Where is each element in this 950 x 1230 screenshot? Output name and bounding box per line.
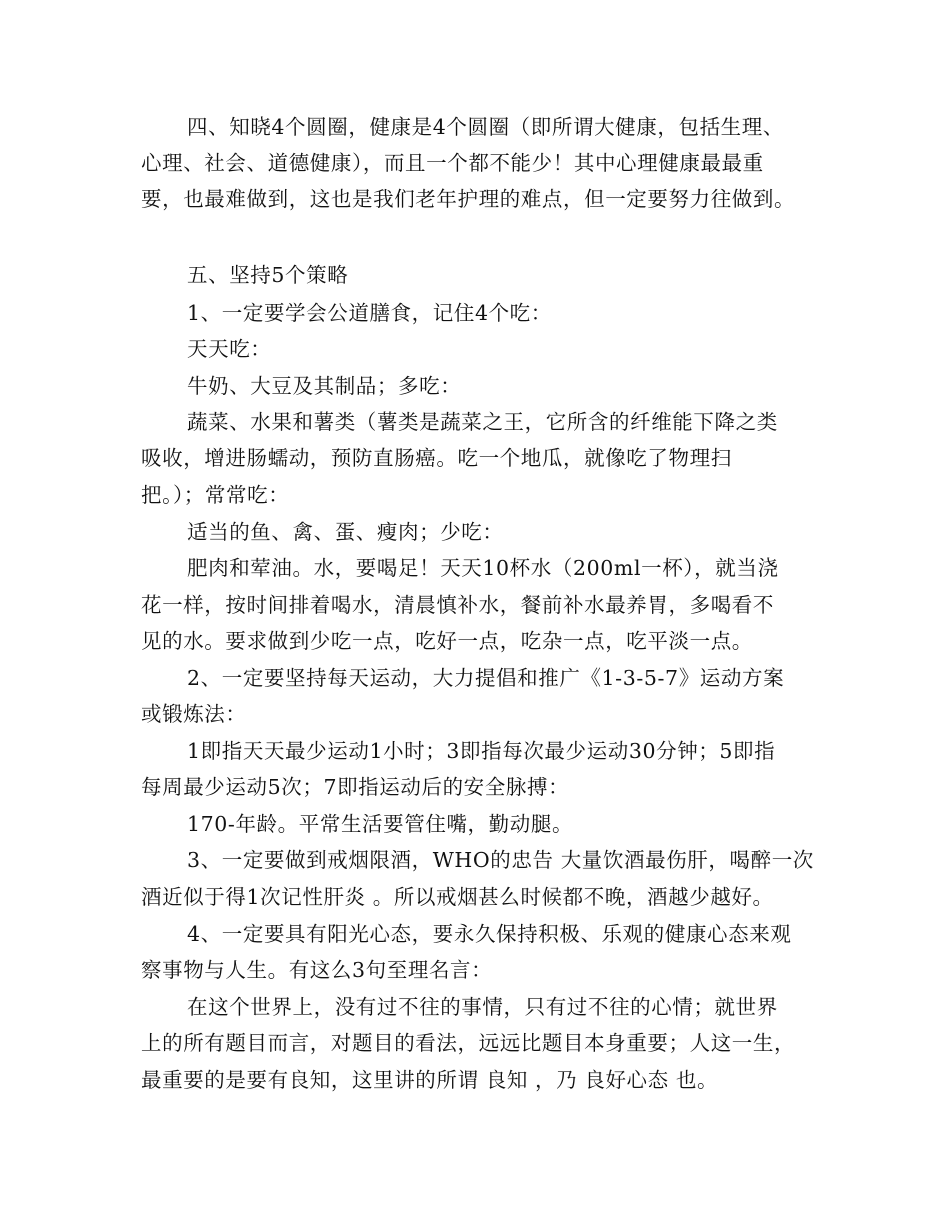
paragraph-line: 四、知晓4个圆圈，健康是4个圆圈（即所谓大健康，包括生理、 [187, 115, 784, 139]
paragraph-line: 要，也最难做到，这也是我们老年护理的难点，但一定要努力往做到。 [141, 187, 796, 211]
paragraph-line: 牛奶、大豆及其制品；多吃： [187, 374, 462, 398]
paragraph-line: 酒近似于得1次记性肝炎 。所以戒烟甚么时候都不晚，酒越少越好。 [141, 885, 774, 909]
paragraph-line: 1、一定要学会公道膳食，记住4个吃： [187, 301, 552, 325]
paragraph-line: 把。）；常常吃： [141, 483, 290, 507]
paragraph-line: 蔬菜、水果和薯类（薯类是蔬菜之王，它所含的纤维能下降之类 [187, 410, 778, 434]
paragraph-line: 1即指天天最少运动1小时；3即指每次最少运动30分钟；5即指 [187, 739, 776, 763]
paragraph-line: 肥肉和荤油。水，要喝足！天天10杯水（200ml一杯），就当浇 [187, 556, 779, 580]
paragraph-line: 最重要的是要有良知，这里讲的所谓 良知 ，乃 良好心态 也。 [141, 1068, 719, 1092]
section-heading: 五、坚持5个策略 [187, 263, 349, 287]
paragraph-line: 3、一定要做到戒烟限酒，WHO的忠告 大量饮酒最伤肝，喝醉一次 [187, 848, 814, 872]
paragraph-line: 170-年龄。平常生活要管住嘴，勤动腿。 [187, 812, 574, 836]
paragraph-line: 在这个世界上，没有过不往的事情，只有过不往的心情；就世界 [187, 995, 778, 1019]
paragraph-line: 察事物与人生。有这么3句至理名言： [141, 958, 493, 982]
paragraph-line: 见的水。要求做到少吃一点，吃好一点，吃杂一点，吃平淡一点。 [141, 629, 753, 653]
paragraph-line: 心理、社会、道德健康），而且一个都不能少！其中心理健康最最重 [141, 151, 764, 175]
paragraph-line: 天天吃： [187, 337, 272, 361]
paragraph-line: 4、一定要具有阳光心态，要永久保持积极、乐观的健康心态来观 [187, 922, 792, 946]
paragraph-line: 每周最少运动5次；7即指运动后的安全脉搏： [141, 775, 570, 799]
paragraph-line: 上的所有题目而言，对题目的看法，远远比题目本身重要；人这一生， [141, 1031, 796, 1055]
paragraph-line: 适当的鱼、禽、蛋、瘦肉；少吃： [187, 520, 504, 544]
paragraph-line: 2、一定要坚持每天运动，大力提倡和推广《1-3-5-7》运动方案 [187, 666, 785, 690]
paragraph-line: 花一样，按时间排着喝水，清晨慎补水，餐前补水最养胃，多喝看不 [141, 593, 774, 617]
paragraph-line: 或锻炼法： [141, 702, 247, 726]
paragraph-line: 吸收，增进肠蠕动，预防直肠癌。吃一个地瓜，就像吃了物理扫 [141, 446, 732, 470]
